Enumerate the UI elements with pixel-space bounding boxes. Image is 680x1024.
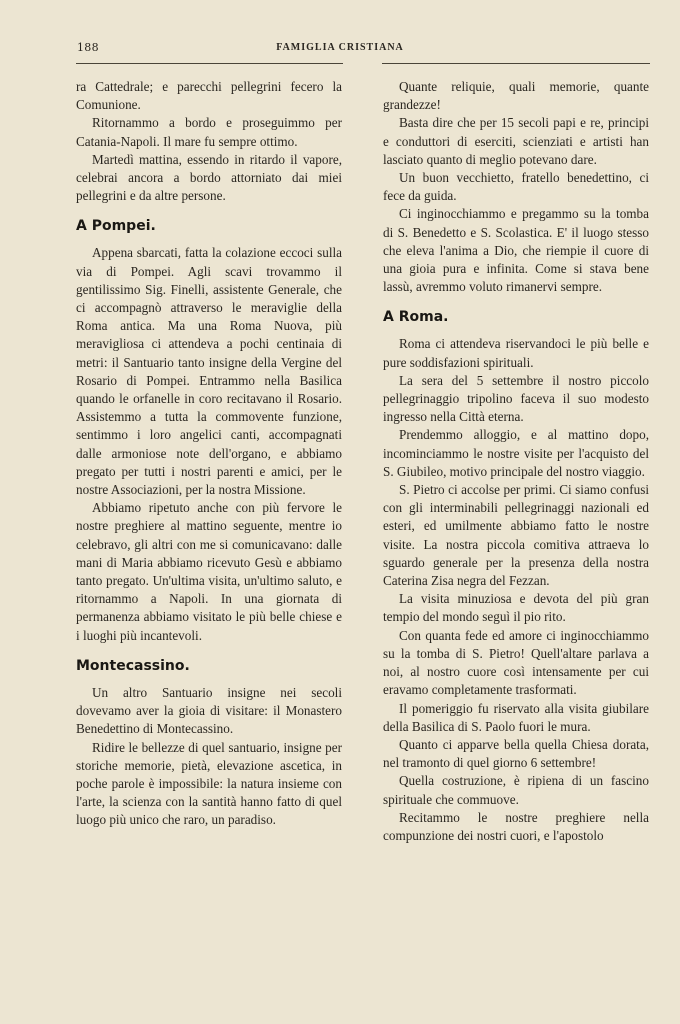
paragraph: La visita minuziosa e devota del più gran tempio del mondo seguì il pio rito. [383, 591, 649, 625]
paragraph: Il pomeriggio fu riservato alla visita giubilare della Basilica di S. Paolo fuori le mura. [383, 700, 649, 734]
paragraph: Ci inginocchiammo e pregammo su la tomba di S. Benedetto e S. Scolastica. E' il luogo stesso che eleva l'anima a Dio, che riempie il cuore di una gioia pura e infinita. Come si stava bene lassù, avremmo voluto rimanervi sempre. [383, 206, 649, 295]
paragraph: Quanto ci apparve bella quella Chiesa dorata, nel tramonto di quel giorno 6 settembre! [383, 736, 649, 771]
paragraph: Basta dire che per 15 secoli papi e re, principi e conduttori di eserciti, scienziati e artisti han lasciato quanto di meglio potevano dare. [383, 115, 649, 167]
page-number: 188 [77, 41, 99, 54]
left-column [76, 78, 342, 830]
section-heading: A Pompei. [76, 218, 156, 235]
running-header: FAMIGLIA CRISTIANA [276, 42, 404, 53]
paragraph: Quante reliquie, quali memorie, quante grandezze! [383, 79, 649, 113]
paragraph: ra Cattedrale; e parecchi pellegrini fecero la Comunione. [76, 79, 342, 113]
section-heading: A Roma. [383, 309, 449, 326]
paragraph: Abbiamo ripetuto anche con più fervore le nostre preghiere al mattino seguente, mentre io celebravo, gli altri con me si comunicavano: dalle mani di Maria abbiamo ricevuto Gesù e abbiamo tanto pregato. Un'ultima visita, un'ultimo saluto, e ritornammo a Napoli. In una giornata di permanenza abbiamo visitato le più belle chiese e i luoghi più incantevoli. [76, 500, 342, 643]
paragraph: Con quanta fede ed amore ci inginocchiammo su la tomba di S. Pietro! Quell'altare parlava a noi, al nostro cuore così intensamente per cui eravamo completamente trasformati. [383, 627, 649, 698]
paragraph: Roma ci attendeva riservandoci le più belle e pure soddisfazioni spirituali. [383, 336, 649, 370]
paragraph: Prendemmo alloggio, e al mattino dopo, incominciammo le nostre visite per l'acquisto del S. Giubileo, motivo principale del nostro viaggio. [383, 427, 649, 479]
paragraph: Appena sbarcati, fatta la colazione eccoci sulla via di Pompei. Agli scavi trovammo il gentilissimo Sig. Finelli, assistente Generale, che ci accompagnò attraverso le meraviglie della Roma antica. Ma una Roma Nuova, più meravigliosa ci attendeva a pochi centinaia di metri: il Santuario tanto insigne della Vergine del Rosario di Pompei. Entrammo nella Basilica quando le orfanelle in coro recitavano il Rosario. Assistemmo a tutta la commovente funzione, sentimmo i loro angelici canti, accompagnati dalle armoniose note dell'organo, e abbiamo pregato per tutti i nostri parenti e amici, per le nostre Associazioni, per la nostra Missione. [76, 245, 342, 498]
paragraph: Un altro Santuario insigne nei secoli dovevamo aver la gioia di visitare: il Monastero Benedettino di Montecassino. [76, 684, 342, 737]
paragraph: Un buon vecchietto, fratello benedettino, ci fece da guida. [383, 170, 649, 204]
header-rule-left [76, 63, 343, 64]
paragraph: Ritornammo a bordo e proseguimmo per Catania-Napoli. Il mare fu sempre ottimo. [76, 115, 342, 149]
right-column [383, 78, 649, 845]
paragraph: Ridire le bellezze di quel santuario, insigne per storiche memorie, pietà, elevazione ascetica, in poche parole è impossibile: la natura insieme con l'arte, la scienza con la santità hanno fatto di quel luogo più unico che raro, un paradiso. [76, 739, 342, 828]
paragraph: Quella costruzione, è ripiena di un fascino spirituale che commuove. [383, 773, 649, 807]
paragraph: Martedì mattina, essendo in ritardo il vapore, celebrai ancora a bordo attorniato dai miei pellegrini e da altre persone. [76, 151, 342, 204]
section-heading: Montecassino. [76, 657, 190, 674]
paragraph: La sera del 5 settembre il nostro piccolo pellegrinaggio tripolino faceva il suo modesto ingresso nella Città eterna. [383, 372, 649, 425]
paragraph: Recitammo le nostre preghiere nella compunzione dei nostri cuori, e l'apostolo [383, 809, 649, 843]
paragraph: S. Pietro ci accolse per primi. Ci siamo confusi con gli interminabili pellegrinaggi nazionali ed esteri, ed umilmente abbiamo fatto le nostre visite. La nostra piccola comitiva attraeva lo sguardo generale per la presenza della nostra Caterina Zisa negra del Fezzan. [383, 482, 649, 589]
header-rule-right [382, 63, 650, 64]
